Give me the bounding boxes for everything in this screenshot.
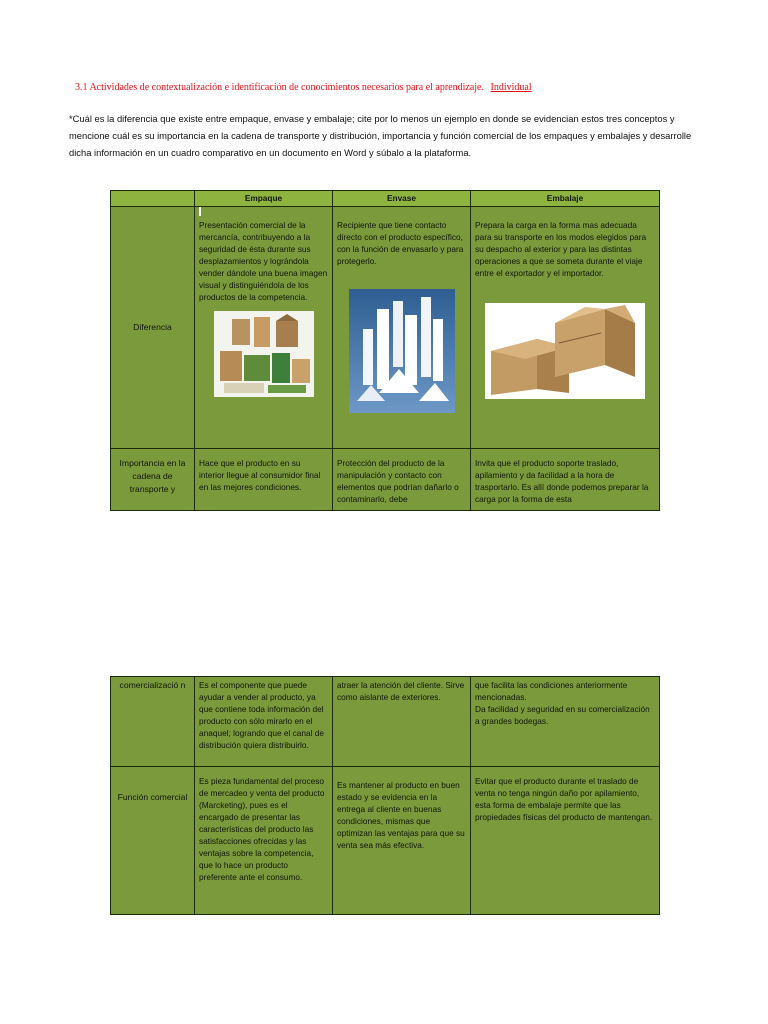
table-row-comercializacion: [111, 677, 660, 767]
cell-funcion-empaque: Es pieza fundamental del proceso de mercadeo y venta del producto (Marcketing), pues es el encargado de presentar las características del producto las satisfacciones ofrecidas y las ventajas sobre la competencia, que lo hace un producto preferente ante el consumo.: [195, 767, 333, 915]
row-label-funcion: Función comercial: [111, 767, 195, 915]
table-row-funcion: [111, 767, 660, 915]
comparison-table-page1: [110, 190, 660, 511]
cell-comercializacion-embalaje: [471, 677, 660, 767]
heading-number: 3.1: [75, 82, 88, 93]
cell-funcion-envase: Es mantener al producto en buen estado y se evidencia en la entrega al cliente en buenas condiciones, mismas que optimizan las ventajas para que su venta sea más efectiva.: [333, 767, 471, 915]
cell-comercializacion-embalaje-line2: Da facilidad y seguridad en su comercialización a grandes bodegas.: [475, 704, 650, 726]
cell-comercializacion-embalaje-line1: que facilita las condiciones anteriormente mencionadas.: [475, 680, 628, 702]
cell-funcion-embalaje: Evitar que el producto durante el traslado de venta no tenga ningún daño por apilamiento, esta forma de embalaje permite que las propiedades físicas del producto de mantengan.: [471, 767, 660, 915]
cell-diferencia-empaque: [195, 207, 333, 449]
comparison-table-page2: [110, 676, 660, 915]
text-cursor: [199, 207, 201, 216]
header-corner: [111, 191, 195, 207]
cell-diferencia-empaque-text: Presentación comercial de la mercancía, contribuyendo a la seguridad de ésta durante sus desplazamientos y lográndola vender dándole una buena imagen visual y distinguiéndola de los productos de la competencia.: [199, 220, 328, 302]
header-empaque: Empaque: [195, 191, 333, 207]
activity-heading: [75, 82, 715, 93]
cell-importancia-empaque: Hace que el producto en su interior llegue al consumidor final en las mejores condiciones.: [195, 449, 333, 511]
intro-paragraph: *Cuál es la diferencia que existe entre empaque, envase y embalaje; cite por lo menos un ejemplo en donde se evidencian estos tres conceptos y mencione cuál es su importancia en la cadena de transporte y distribución, importancia y función comercial de los empaques y embalajes y desarrolle dicha información en un cuadro comparativo en un documento en Word y súbalo a la plataforma.: [69, 113, 692, 158]
heading-title: Actividades de contextualización e identificación de conocimientos necesarios para el aprendizaje.: [89, 82, 484, 93]
table-row-diferencia: [111, 207, 660, 449]
cell-diferencia-embalaje-text: Prepara la carga en la forma mas adecuada para su transporte en los modos elegidos para su despacho al exterior y para las distintas operaciones a que se someta durante el viaje entre el exportador y el importador.: [475, 220, 647, 278]
empaque-packages-image: [214, 311, 314, 397]
heading-tag: Individual: [490, 82, 532, 93]
row-label-diferencia: Diferencia: [111, 207, 195, 449]
cell-importancia-envase: Protección del producto de la manipulación y contacto con elementos que podrían dañarlo o contaminarlo, debe: [333, 449, 471, 511]
cell-diferencia-envase: [333, 207, 471, 449]
row-label-importancia: Importancia en la cadena de transporte y: [111, 449, 195, 511]
cell-diferencia-envase-text: Recipiente que tiene contacto directo con el producto específico, con la función de envasarlo y para protegerlo.: [337, 220, 464, 266]
table-header-row: [111, 191, 660, 207]
envase-cartons-image: [349, 289, 455, 413]
cell-diferencia-embalaje: [471, 207, 660, 449]
cell-importancia-embalaje: Invita que el producto soporte traslado, apilamiento y da facilidad a la hora de trasportarlo. Es allí donde podemos preparar la carga por la forma de esta: [471, 449, 660, 511]
header-embalaje: Embalaje: [471, 191, 660, 207]
embalaje-boxes-image: [485, 303, 645, 399]
header-envase: Envase: [333, 191, 471, 207]
table-row-importancia: [111, 449, 660, 511]
cell-comercializacion-empaque: Es el componente que puede ayudar a vender al producto, ya que contiene toda información del producto con sólo mirarlo en el anaquel; logrando que el canal de distribución quiera distribuirlo.: [195, 677, 333, 767]
row-label-comercializacion: comercializació n: [111, 677, 195, 767]
cell-comercializacion-envase: atraer la atención del cliente. Sirve como aislante de exteriores.: [333, 677, 471, 767]
